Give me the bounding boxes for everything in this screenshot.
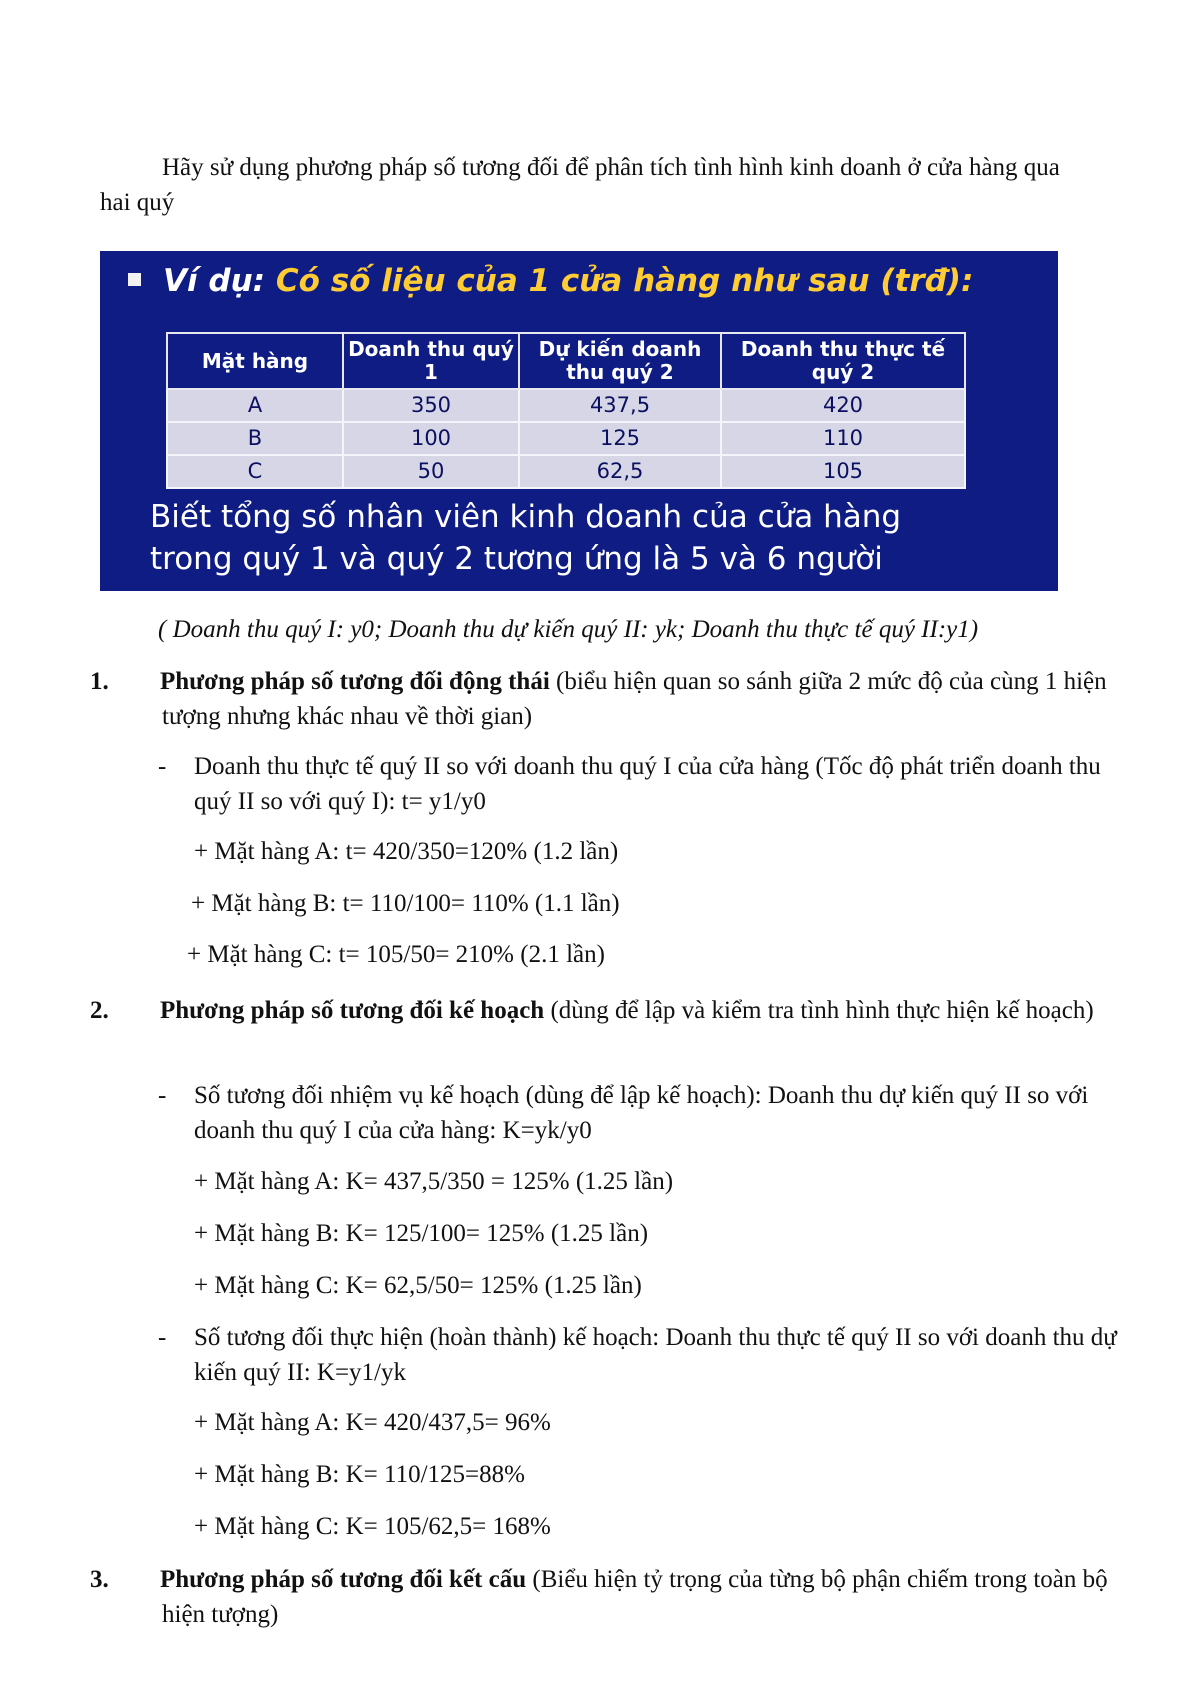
square-bullet-icon [128,273,141,286]
variable-legend: ( Doanh thu quý I: y0; Doanh thu dự kiến quý II: yk; Doanh thu thực tế quý II:y1) [158,616,979,643]
banner-note [150,496,1030,580]
list-item [158,1320,1124,1390]
table-cell: 50 [343,455,519,488]
table-cell: 420 [721,389,965,422]
header-revenue-q1: Doanh thu quý 1 [343,333,519,389]
banner-note-line: Biết tổng số nhân viên kinh doanh của cửa hàng [150,499,902,535]
table-cell: 105 [721,455,965,488]
table-cell: 62,5 [519,455,721,488]
section-number: 2. [90,997,109,1024]
section-number: 1. [90,668,109,695]
banner-title-prefix: Ví dụ: [163,263,266,299]
table-row [167,455,965,488]
section-heading [90,664,1142,734]
banner-title-main: Có số liệu của 1 cửa hàng như sau (trđ): [275,263,974,299]
intro-paragraph: Hãy sử dụng phương pháp số tương đối để phân tích tình hình kinh doanh ở cửa hàng qua hai quý [100,154,1060,216]
table-cell: 125 [519,422,721,455]
list-item-text: Số tương đối thực hiện (hoàn thành) kế hoạch: Doanh thu thực tế quý II so với doanh thu dự kiến quý II: K=y1/yk [194,1324,1117,1386]
list-item-text: Doanh thu thực tế quý II so với doanh thu quý I của cửa hàng (Tốc độ phát triển doanh thu quý II so với quý I): t= y1/y0 [194,753,1101,815]
section-description: (dùng để lập và kiểm tra tình hình thực hiện kế hoạch) [544,997,1094,1024]
banner-title [128,261,973,301]
table-header-row [167,333,965,389]
section-number: 3. [90,1566,109,1593]
header-planned-q2: Dự kiến doanh thu quý 2 [519,333,721,389]
calc-line: + Mặt hàng C: K= 62,5/50= 125% (1.25 lần) [194,1272,642,1299]
table-cell: 110 [721,422,965,455]
table-cell: B [167,422,343,455]
calc-line: + Mặt hàng A: K= 437,5/350 = 125% (1.25 lần) [194,1168,674,1195]
table-cell: C [167,455,343,488]
revenue-table [166,332,966,489]
section-description: (Biểu hiện tỷ trọng của từng bộ phận chiếm trong toàn bộ hiện tượng) [162,1566,1108,1628]
dash-marker: - [158,753,167,780]
table-cell: 437,5 [519,389,721,422]
banner-note-line: trong quý 1 và quý 2 tương ứng là 5 và 6 người [150,541,883,577]
header-item: Mặt hàng [167,333,343,389]
section-title: Phương pháp số tương đối kết cấu [160,1566,527,1593]
table-row [167,389,965,422]
header-actual-q2: Doanh thu thực tế quý 2 [721,333,965,389]
calc-line: + Mặt hàng B: K= 110/125=88% [194,1461,525,1488]
calc-line: + Mặt hàng C: K= 105/62,5= 168% [194,1513,551,1540]
list-item-text: Số tương đối nhiệm vụ kế hoạch (dùng để lập kế hoạch): Doanh thu dự kiến quý II so với doanh thu quý I của cửa hàng: K=yk/y0 [194,1082,1089,1144]
calc-line: + Mặt hàng A: t= 420/350=120% (1.2 lần) [194,838,619,865]
dash-marker: - [158,1324,167,1351]
calc-line: + Mặt hàng B: t= 110/100= 110% (1.1 lần) [191,890,620,917]
section-heading [90,993,1142,1028]
dash-marker: - [158,1082,167,1109]
list-item [158,749,1124,819]
section-heading [90,1562,1142,1632]
section-title: Phương pháp số tương đối kế hoạch [160,997,545,1024]
calc-line: + Mặt hàng B: K= 125/100= 125% (1.25 lần) [194,1220,649,1247]
calc-line: + Mặt hàng C: t= 105/50= 210% (2.1 lần) [187,941,605,968]
table-cell: A [167,389,343,422]
section-title: Phương pháp số tương đối động thái [160,668,550,695]
calc-line: + Mặt hàng A: K= 420/437,5= 96% [194,1409,551,1436]
table-cell: 350 [343,389,519,422]
section-description: (biểu hiện quan so sánh giữa 2 mức độ của cùng 1 hiện tượng nhưng khác nhau về thời gian) [162,668,1107,730]
example-banner [100,251,1058,591]
table-cell: 100 [343,422,519,455]
list-item [158,1078,1124,1148]
table-row [167,422,965,455]
